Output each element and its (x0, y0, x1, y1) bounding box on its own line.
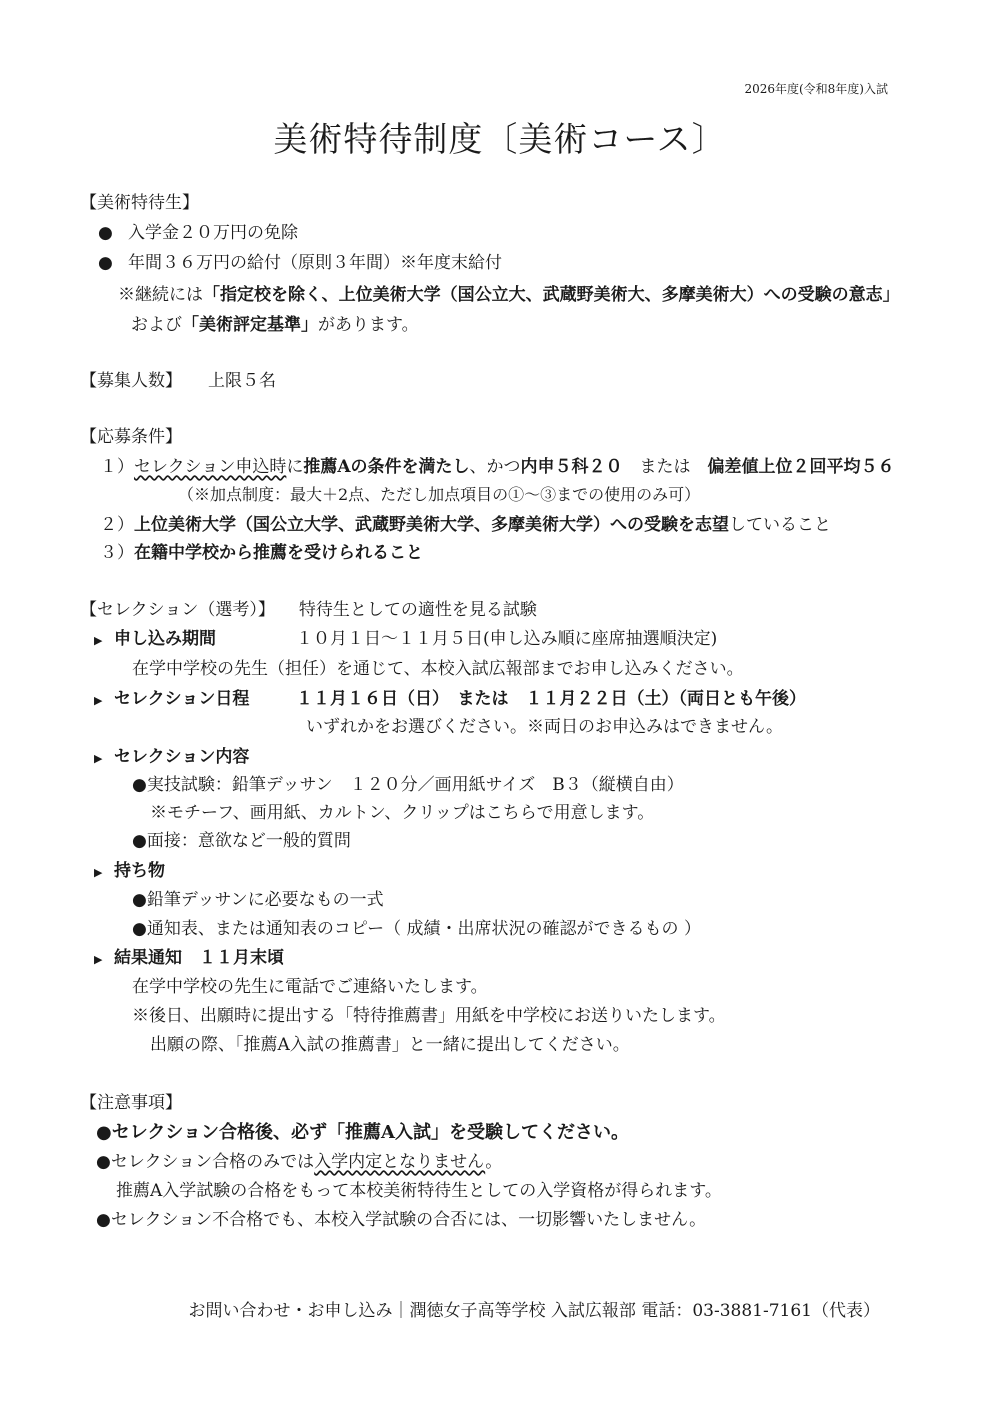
chui-item-1: ●セレクション合格後、必ず「推薦A入試」を受験してください。 (96, 1122, 629, 1143)
selection-heading-desc: 特待生としての適性を見る試験 (298, 600, 537, 620)
boshu-heading: 【募集人数】 (80, 371, 182, 391)
selection-heading: 【セレクション（選考）】 (80, 600, 275, 620)
joken-item-3: ３）在籍中学校から推薦を受けられること (100, 543, 423, 563)
content-item-1: ●実技試験：鉛筆デッサン １２０分／画用紙サイズ B３（縦横自由） (132, 775, 684, 795)
triangle-right-icon: ▶ (94, 953, 103, 966)
joken-item-2: ２）上位美術大学（国公立大学、武蔵野美術大学、多摩美術大学）への受験を志望していること (100, 515, 831, 535)
chui-item-2-sub: 推薦A入学試験の合格をもって本校美術特待生としての入学資格が得られます。 (116, 1181, 722, 1201)
page-title: 美術特待制度〔美術コース〕 (273, 120, 727, 160)
triangle-right-icon: ▶ (94, 866, 103, 879)
bullet-icon: ● (98, 253, 113, 273)
date-label-row: ▶ セレクション日程 (94, 688, 249, 712)
selection-heading-row (80, 599, 537, 621)
tokutaisei-heading: 【美術特待生】 (80, 193, 199, 213)
period-value: １０月１日〜１１月５日(申し込み順に座席抽選順決定) (296, 629, 718, 649)
date-value: １１月１６日（日） または １１月２２日（土）（両日とも午後） (296, 689, 806, 709)
chui-item-2: ●セレクション合格のみでは入学内定となりません。 (96, 1152, 503, 1172)
content-item-1-note: ※モチーフ、画用紙、カルトン、クリップはこちらで用意します。 (150, 803, 655, 823)
triangle-right-icon: ▶ (94, 634, 103, 647)
triangle-right-icon: ▶ (94, 752, 103, 765)
chui-heading: 【注意事項】 (80, 1093, 182, 1113)
year-note: 2026年度(令和8年度)入試 (744, 82, 888, 96)
content-label-row: ▶ セレクション内容 (94, 746, 249, 770)
joken-item-1: １）セレクション申込時に推薦Aの条件を満たし、かつ内申５科２０ または 偏差値上位２回平均５６ (100, 457, 895, 477)
period-label-row: ▶ 申し込み期間 (94, 628, 216, 652)
triangle-right-icon: ▶ (94, 694, 103, 707)
result-note-3: 出願の際、「推薦A入試の推薦書」と一緒に提出してください。 (150, 1035, 630, 1055)
items-2: ●通知表、または通知表のコピー（ 成績・出席状況の確認ができるもの ） (132, 919, 701, 939)
result-note-1: 在学中学校の先生に電話でご連絡いたします。 (132, 977, 488, 997)
tokutaisei-note-1: ※継続には「指定校を除く、上位美術大学（国公立大、武蔵野美術大、多摩美術大）への受験の意志」 (118, 285, 900, 305)
items-1: ●鉛筆デッサンに必要なもの一式 (132, 890, 384, 910)
joken-heading: 【応募条件】 (80, 427, 182, 447)
boshu-row (80, 370, 276, 392)
content-item-2: ●面接：意欲など一般的質問 (132, 831, 351, 851)
period-note: 在学中学校の先生（担任）を通じて、本校入試広報部までお申し込みください。 (132, 659, 744, 679)
date-note: いずれかをお選びください。※両日のお申込みはできません。 (306, 717, 784, 737)
chui-item-3: ●セレクション不合格でも、本校入学試験の合否には、一切影響いたしません。 (96, 1210, 707, 1230)
items-label-row: ▶ 持ち物 (94, 860, 165, 884)
result-note-2: ※後日、出願時に提出する「特待推薦書」用紙を中学校にお送りいたします。 (132, 1006, 726, 1026)
tokutaisei-note-2: および「美術評定基準」があります。 (131, 315, 419, 335)
result-label-row: ▶ 結果通知 １１月末頃 (94, 947, 284, 971)
bullet-icon: ● (98, 223, 113, 243)
tokutaisei-bullet-2: ● 年間３６万円の給付（原則３年間）※年度末給付 (98, 253, 502, 273)
footer-contact: お問い合わせ・お申し込み｜潤徳女子高等学校 入試広報部 電話：03-3881-7161（代表） (188, 1301, 880, 1321)
tokutaisei-bullet-1: ● 入学金２０万円の免除 (98, 223, 298, 243)
joken-item-1-note: （※加点制度：最大＋2点、ただし加点項目の①〜③までの使用のみ可） (178, 485, 701, 504)
boshu-value: 上限５名 (208, 371, 276, 391)
